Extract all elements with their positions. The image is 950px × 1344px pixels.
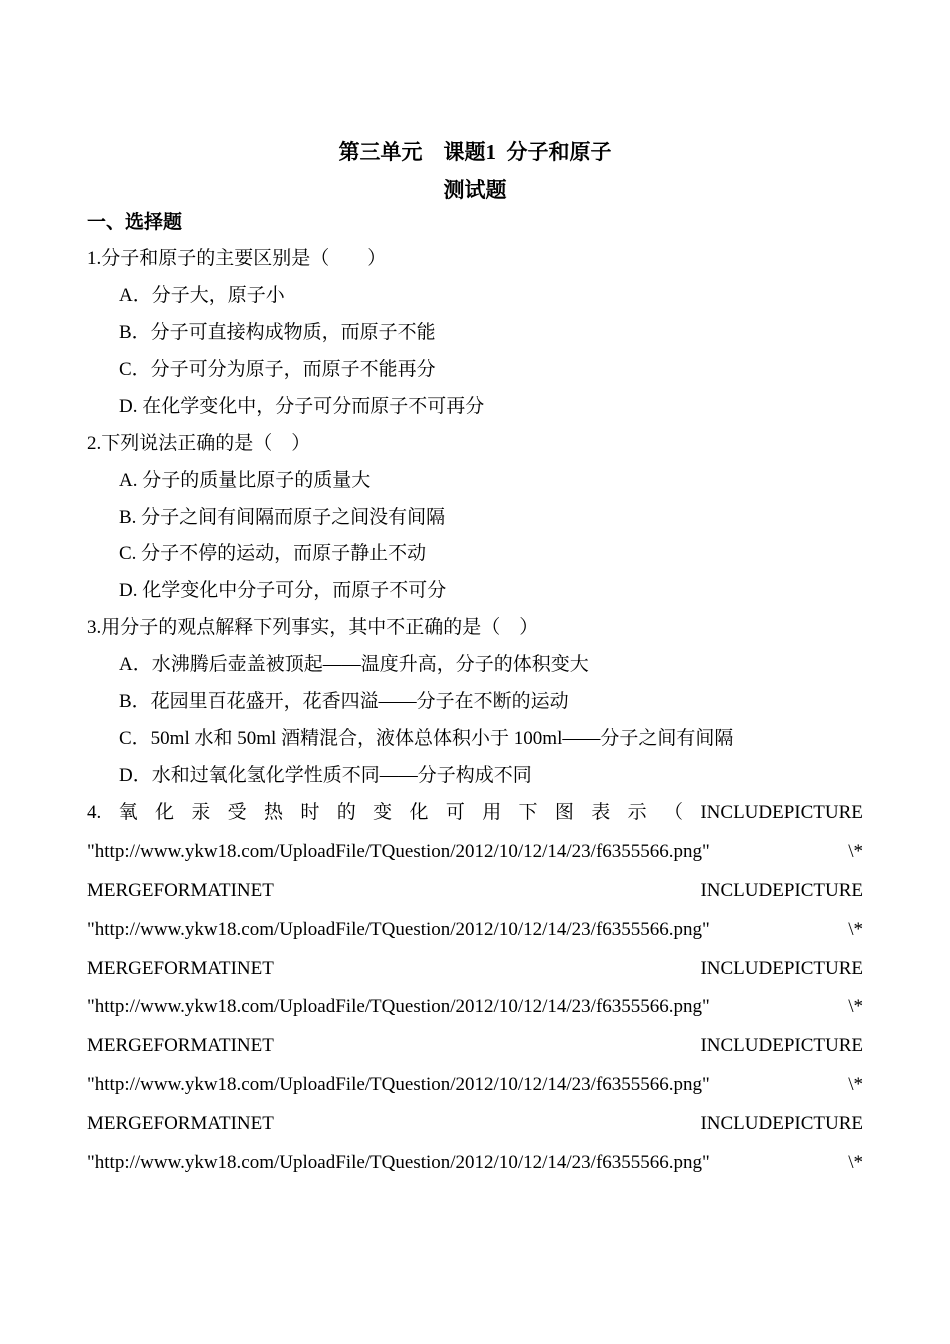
field-code-line [87,840,863,864]
field-code-line [87,1034,863,1058]
q4-char: 时 [300,802,320,823]
question-1-option-a: A．分子大，原子小 [119,285,285,306]
field-code-line [87,918,863,942]
question-2-option-c: C. 分子不停的运动，而原子静止不动 [119,543,427,564]
q4-char: 化 [409,802,429,823]
question-3-stem: 3.用分子的观点解释下列事实，其中不正确的是（ ） [87,617,539,638]
q4-char: 4. [87,802,102,823]
field-code-url: "http://www.ykw18.com/UploadFile/TQuestion/2012/10/12/14/23/f6355566.png" [87,919,710,940]
field-code-switch: \* [848,1074,863,1095]
field-code-include: INCLUDEPICTURE [700,1035,863,1056]
q4-char: 的 [336,802,356,823]
question-2-option-b: B. 分子之间有间隔而原子之间没有间隔 [119,507,446,528]
question-3-option-a: A．水沸腾后壶盖被顶起——温度升高，分子的体积变大 [119,654,589,675]
field-code-include: INCLUDEPICTURE [700,880,863,901]
field-code-merge: MERGEFORMATINET [87,958,274,979]
field-code-merge: MERGEFORMATINET [87,880,274,901]
question-4-stem [87,801,863,825]
question-3-option-d: D．水和过氧化氢化学性质不同——分子构成不同 [119,765,532,786]
question-2-option-d: D. 化学变化中分子可分，而原子不可分 [119,580,447,601]
question-2-stem: 2.下列说法正确的是（ ） [87,433,311,454]
field-code-line [87,1151,863,1175]
field-code-line [87,957,863,981]
section-heading: 一、选择题 [87,212,183,233]
field-code-merge: MERGEFORMATINET [87,1113,274,1134]
field-code-merge: MERGEFORMATINET [87,1035,274,1056]
q4-char: 表 [591,802,611,823]
field-code-include: INCLUDEPICTURE [700,802,863,823]
field-code-line [87,995,863,1019]
field-code-switch: \* [848,996,863,1017]
question-3-option-b: B．花园里百花盛开，花香四溢——分子在不断的运动 [119,691,569,712]
q4-char: 氧 [118,802,138,823]
field-code-line [87,879,863,903]
q4-char: 图 [554,802,574,823]
q4-char: 下 [518,802,538,823]
field-code-switch: \* [848,919,863,940]
page-title: 第三单元 课题1 分子和原子 [338,140,612,164]
field-code-url: "http://www.ykw18.com/UploadFile/TQuestion/2012/10/12/14/23/f6355566.png" [87,841,710,862]
page-subtitle: 测试题 [443,178,507,202]
q4-char: 受 [227,802,247,823]
field-code-url: "http://www.ykw18.com/UploadFile/TQuestion/2012/10/12/14/23/f6355566.png" [87,1152,710,1173]
question-1-option-b: B．分子可直接构成物质，而原子不能 [119,322,436,343]
field-code-include: INCLUDEPICTURE [700,958,863,979]
question-1-option-c: C．分子可分为原子，而原子不能再分 [119,359,436,380]
field-code-url: "http://www.ykw18.com/UploadFile/TQuestion/2012/10/12/14/23/f6355566.png" [87,1074,710,1095]
question-3-option-c: C．50ml 水和 50ml 酒精混合，液体总体积小于 100ml——分子之间有间隔 [119,728,734,749]
q4-char: 用 [482,802,502,823]
field-code-include: INCLUDEPICTURE [700,1113,863,1134]
question-1-option-d: D. 在化学变化中，分子可分而原子不可再分 [119,396,485,417]
field-code-switch: \* [848,1152,863,1173]
field-code-url: "http://www.ykw18.com/UploadFile/TQuestion/2012/10/12/14/23/f6355566.png" [87,996,710,1017]
q4-char: 热 [264,802,284,823]
q4-char: 变 [373,802,393,823]
q4-char: 可 [445,802,465,823]
field-code-line [87,1112,863,1136]
q4-char: 示 [627,802,647,823]
question-1-stem: 1.分子和原子的主要区别是（ ） [87,248,387,269]
field-code-switch: \* [848,841,863,862]
q4-char: 汞 [191,802,211,823]
question-2-option-a: A. 分子的质量比原子的质量大 [119,470,371,491]
q4-char: 化 [154,802,174,823]
field-code-line [87,1073,863,1097]
q4-char: （ [663,802,683,823]
